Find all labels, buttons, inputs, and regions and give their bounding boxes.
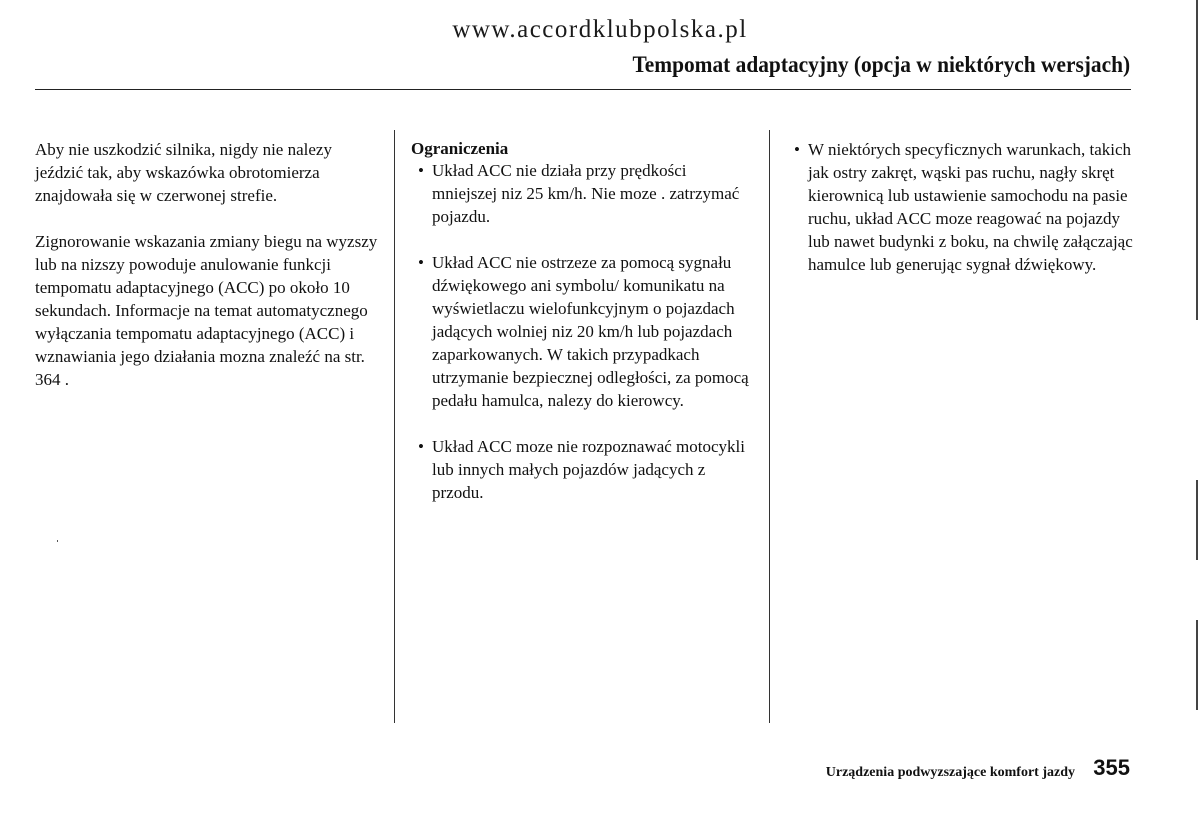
column-divider <box>769 130 770 723</box>
bullet-icon: • <box>418 253 424 272</box>
scan-edge-mark <box>1196 0 1198 320</box>
column-right <box>792 138 1137 299</box>
list-item <box>792 138 1137 276</box>
limitations-list <box>411 159 751 504</box>
list-item <box>411 251 751 412</box>
page-number: 355 <box>1093 755 1130 780</box>
column-middle <box>411 138 751 527</box>
scan-speck <box>57 540 58 542</box>
page-title: Tempomat adaptacyjny (opcja w niektórych wersjach) <box>632 52 1130 77</box>
conditions-list <box>792 138 1137 276</box>
list-item-text: Układ ACC nie ostrzeze za pomocą sygnału dźwiękowego ani symbolu/ komunikatu na wyświetlaczu wielofunkcyjnym o pojazdach jadących wolniej niz 20 km/h lub pojazdach zaparkowanych. W takich przypadkach utrzymanie bezpiecznej odległości, za pomocą pedału hamulca, nalezy do kierowcy. <box>432 253 749 410</box>
list-item-text: Układ ACC nie działa przy prędkości mniejszej niz 25 km/h. Nie moze . zatrzymać pojazdu. <box>432 161 740 226</box>
paragraph: Zignorowanie wskazania zmiany biegu na wyzszy lub na nizszy powoduje anulowanie funkcji tempomatu adaptacyjnego (ACC) po około 10 sekundach. Informacje na temat automatycznego wyłączania tempomatu adaptacyjnego (ACC) i wznawiania jego działania mozna znaleźć na str. 364 . <box>35 232 378 389</box>
list-item <box>411 159 751 228</box>
scan-edge-mark <box>1196 620 1198 710</box>
list-item-text: W niektórych specyficznych warunkach, takich jak ostry zakręt, wąski pas ruchu, nagły skręt kierownicą lub ustawienie samochodu na pasie ruchu, układ ACC moze reagować na pojazdy lub nawet budynki z boku, na chwilę załączając hamulce lub generując sygnał dźwiękowy. <box>808 140 1133 274</box>
list-item-text: Układ ACC moze nie rozpoznawać motocykli lub innych małych pojazdów jadących z przodu. <box>432 437 745 502</box>
scan-edge-mark <box>1196 480 1198 560</box>
bullet-icon: • <box>794 140 800 159</box>
footer-section-name: Urządzenia podwyzszające komfort jazdy <box>825 765 1075 780</box>
bullet-icon: • <box>418 437 424 456</box>
section-heading: Ograniczenia <box>411 139 509 158</box>
paragraph: Aby nie uszkodzić silnika, nigdy nie nalezy jeździć tak, aby wskazówka obrotomierza znajdowała się w czerwonej strefie. <box>35 140 332 205</box>
header-divider <box>35 89 1131 90</box>
list-item <box>411 435 751 504</box>
column-left <box>35 138 380 414</box>
column-divider <box>394 130 395 723</box>
bullet-icon: • <box>418 161 424 180</box>
site-url: www.accordklubpolska.pl <box>452 16 748 43</box>
